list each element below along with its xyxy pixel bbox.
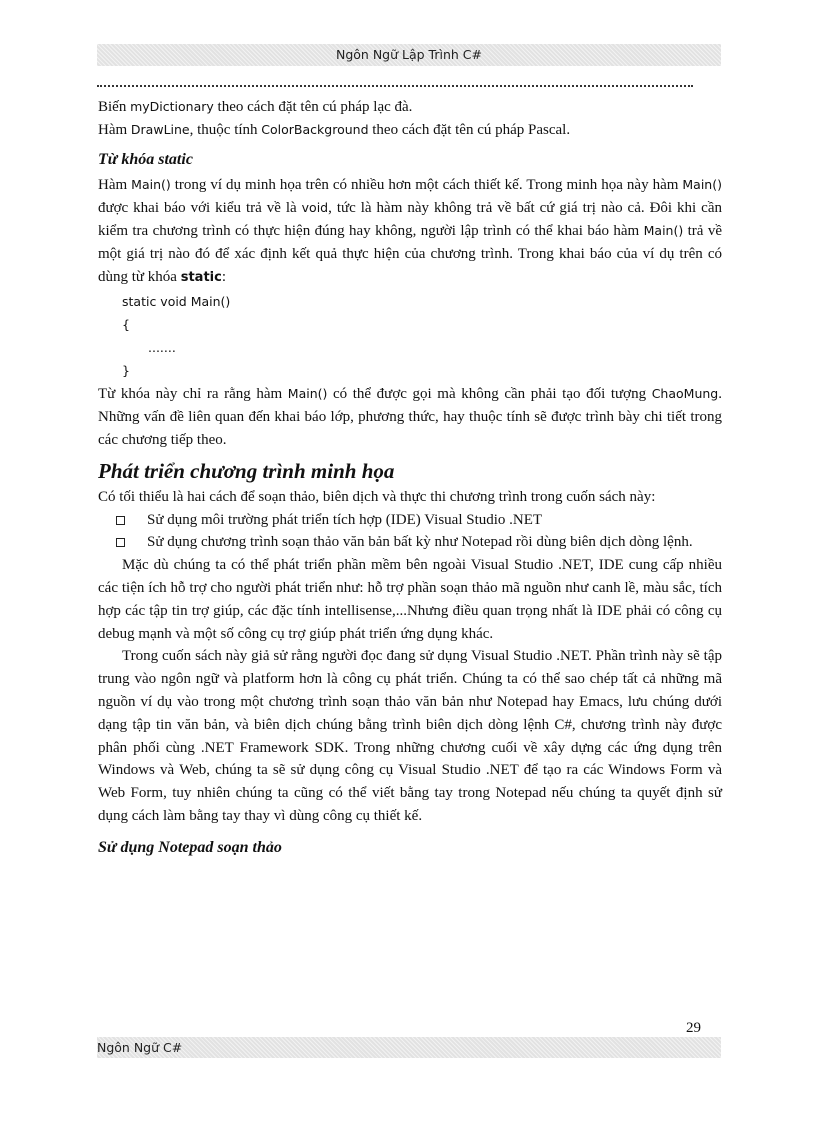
page-footer <box>97 1037 721 1058</box>
notepad-heading: Sử dụng Notepad soạn thảo <box>98 838 282 856</box>
page-number: 29 <box>686 1020 701 1036</box>
page-body <box>98 96 722 863</box>
square-bullet-icon <box>116 538 125 547</box>
dev-section-heading: Phát triển chương trình minh họa <box>98 458 395 483</box>
method-list <box>98 509 722 555</box>
code-line: static void Main() <box>122 294 231 310</box>
ide-paragraph: Mặc dù chúng ta có thể phát triển phần mềm bên ngoài Visual Studio .NET, IDE cung cấp nhiều các tiện ích hỗ trợ cho người phát triển như: hỗ trợ phần soạn thảo mã nguồn như canh lề, màu sắc, tích hợp các tập tin trợ giúp, các đặc tính intellisense,...Nhưng điều quan trọng nhất là IDE phải có công cụ debug mạnh và một số công cụ trợ giúp phát triển ứng dụng khác. <box>98 557 722 642</box>
static-keyword-heading: Từ khóa static <box>98 150 193 168</box>
list-item: Sử dụng chương trình soạn thảo văn bản bất kỳ như Notepad rồi dùng biên dịch dòng lệnh. <box>98 531 722 554</box>
dev-intro: Có tối thiểu là hai cách để soạn thảo, biên dịch và thực thi chương trình trong cuốn sách này: <box>98 488 656 505</box>
static-paragraph: Hàm Main() trong ví dụ minh họa trên có nhiều hơn một cách thiết kế. Trong minh họa này hàm Main() được khai báo với kiểu trả về là void, tức là hàm này không trả về bất cứ giá trị nào cả. Đôi khi cần kiểm tra chương trình có thực hiện đúng hay không, người lập trình có thể khai báo hàm Main() trả về một giá trị nào đó để xác định kết quả thực hiện của chương trình. Trong khai báo của ví dụ trên có dùng từ khóa static: <box>98 177 723 285</box>
book-paragraph: Trong cuốn sách này giả sử rằng người đọc đang sử dụng Visual Studio .NET. Phần trình này sẽ tập trung vào ngôn ngữ và platform hơn là công cụ phát triển. Chúng ta có thể sao chép tất cả những mã nguồn ví dụ vào trong một chương trình soạn thảo văn bản như Notepad hay Emacs, lưu chúng dưới dạng tập tin văn bản, và biên dịch chúng bằng trình biên dịch dòng lệnh C#, chương trình này được phân phối cùng .NET Framework SDK. Trong những chương cuối về xây dựng các ứng dụng trên Windows và Web, chúng ta sẽ sử dụng công cụ Visual Studio .NET để tạo ra các Windows Form và Web Form, tuy nhiên chúng ta cũng có thể viết bằng tay trong Notepad nếu chúng ta quyết định sử dụng cách làm bằng tay thay vì dùng công cụ thiết kế. <box>98 648 722 824</box>
list-item: Sử dụng môi trường phát triển tích hợp (IDE) Visual Studio .NET <box>98 509 722 532</box>
code-line: { <box>122 317 130 333</box>
square-bullet-icon <box>116 516 125 525</box>
code-sample <box>98 291 722 383</box>
code-line: } <box>122 363 130 379</box>
intro-line-2: Hàm DrawLine, thuộc tính ColorBackground theo cách đặt tên cú pháp Pascal. <box>98 121 571 138</box>
header-divider <box>97 85 693 87</box>
footer-title: Ngôn Ngữ C# <box>97 1040 183 1055</box>
header-title: Ngôn Ngữ Lập Trình C# <box>336 47 482 62</box>
intro-line-1: Biến myDictionary theo cách đặt tên cú pháp lạc đà. <box>98 99 413 115</box>
static-paragraph-2: Từ khóa này chỉ ra rằng hàm Main() có thể được gọi mà không cần phải tạo đối tượng ChaoMung. Những vấn đề liên quan đến khai báo lớp, phương thức, hay thuộc tính sẽ được trình bày chi tiết trong các chương tiếp theo. <box>98 386 722 448</box>
page-header <box>97 44 721 66</box>
code-line: ....... <box>148 340 176 356</box>
